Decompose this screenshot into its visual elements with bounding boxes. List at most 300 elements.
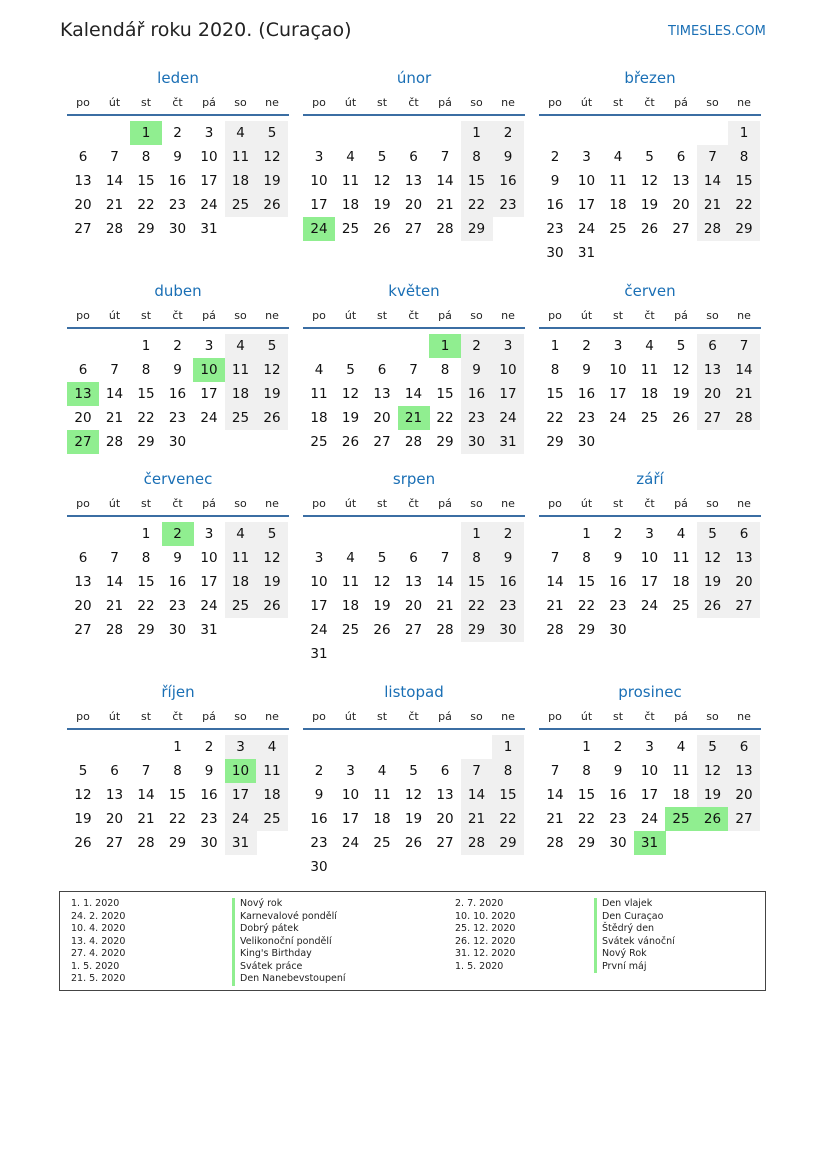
- legend-date: 1. 1. 2020: [71, 898, 120, 909]
- day-cell: 14: [105, 574, 124, 590]
- day-cell: 7: [550, 763, 560, 779]
- day-cell: 21: [105, 410, 124, 426]
- month-header-rule: [539, 114, 761, 116]
- day-cell: 19: [256, 382, 288, 406]
- day-cell: 18: [341, 598, 360, 614]
- day-cell: 2: [204, 739, 214, 755]
- day-cell: 20: [74, 410, 92, 426]
- day-cell: 28: [436, 221, 454, 237]
- day-cell: 20: [436, 811, 454, 827]
- day-cell: 7: [461, 759, 493, 783]
- day-cell: 2: [173, 125, 182, 141]
- weekday-label: út: [580, 710, 593, 723]
- page-title: Kalendář roku 2020. (Curaçao): [60, 19, 352, 41]
- month-header-rule: [67, 114, 289, 116]
- day-cell: 22: [546, 410, 564, 426]
- day-cell: 24: [225, 807, 257, 831]
- legend-dates-left: [71, 898, 125, 986]
- day-cell: 26: [341, 434, 360, 450]
- day-cell: 24: [640, 811, 659, 827]
- day-cell: 1: [141, 526, 151, 542]
- weekday-label: ne: [737, 497, 751, 510]
- weekday-label: so: [234, 309, 247, 322]
- day-cell: 21: [105, 598, 124, 614]
- month-header-rule: [303, 728, 525, 730]
- day-cell: 11: [609, 173, 627, 189]
- month-name: duben: [154, 282, 202, 300]
- month-header-rule: [67, 728, 289, 730]
- day-cell: 26: [672, 410, 690, 426]
- day-cell: 22: [137, 197, 155, 213]
- day-cell: 10: [492, 358, 524, 382]
- day-cell: 2: [550, 149, 560, 165]
- day-cell: 5: [78, 763, 88, 779]
- legend-holiday-name: Den vlajek: [594, 898, 675, 911]
- day-cell: 21: [728, 382, 760, 406]
- day-cell: 12: [256, 358, 288, 382]
- weekday-label: út: [580, 96, 593, 109]
- day-cell: 21: [697, 193, 729, 217]
- day-cell: 1: [728, 121, 760, 145]
- day-cell: 5: [409, 763, 418, 779]
- weekday-label: st: [612, 710, 624, 723]
- weekday-label: so: [706, 710, 719, 723]
- day-cell: 21: [436, 598, 454, 614]
- day-cell: 21: [546, 811, 564, 827]
- day-cell: 30: [168, 622, 187, 638]
- day-cell: 6: [110, 763, 119, 779]
- day-cell: 20: [728, 570, 760, 594]
- day-cell: 22: [168, 811, 187, 827]
- day-cell: 9: [492, 145, 524, 169]
- day-cell: 4: [346, 550, 355, 566]
- day-cell: 27: [105, 835, 124, 851]
- day-cell: 28: [436, 622, 454, 638]
- day-cell: 26: [640, 221, 659, 237]
- day-cell: 29: [461, 618, 493, 642]
- day-cell: 8: [492, 759, 524, 783]
- day-cell: 2: [613, 526, 623, 542]
- weekday-label: po: [76, 710, 90, 723]
- day-cell: 14: [436, 173, 454, 189]
- day-cell: 24: [640, 598, 659, 614]
- day-cell: 5: [256, 334, 288, 358]
- day-cell: 3: [346, 763, 355, 779]
- day-cell: 1: [130, 121, 162, 145]
- weekday-label: ne: [501, 96, 515, 109]
- month-name: únor: [396, 69, 432, 87]
- day-cell: 3: [613, 338, 623, 354]
- day-cell: 15: [137, 386, 155, 402]
- day-cell: 16: [168, 574, 187, 590]
- legend-date: 21. 5. 2020: [71, 973, 126, 984]
- day-cell: 29: [461, 217, 493, 241]
- day-cell: 15: [577, 574, 596, 590]
- legend-date: 2. 7. 2020: [455, 898, 504, 909]
- day-cell: 20: [105, 811, 124, 827]
- day-cell: 12: [404, 787, 423, 803]
- weekday-label: ne: [737, 96, 751, 109]
- day-cell: 28: [105, 434, 124, 450]
- day-cell: 13: [672, 173, 690, 189]
- day-cell: 14: [461, 783, 493, 807]
- day-cell: 25: [256, 807, 288, 831]
- day-cell: 16: [609, 787, 627, 803]
- weekday-label: st: [612, 96, 624, 109]
- day-cell: 4: [314, 362, 324, 378]
- day-cell: 22: [137, 598, 155, 614]
- month-name: srpen: [392, 470, 436, 488]
- day-cell: 15: [461, 169, 493, 193]
- day-cell: 11: [672, 763, 690, 779]
- day-cell: 3: [582, 149, 591, 165]
- day-cell: 24: [609, 410, 627, 426]
- month-header-rule: [539, 728, 761, 730]
- day-cell: 26: [697, 594, 729, 618]
- day-cell: 23: [310, 835, 328, 851]
- day-cell: 31: [492, 430, 524, 454]
- day-cell: 9: [582, 362, 591, 378]
- day-cell: 22: [461, 594, 493, 618]
- weekday-label: so: [706, 497, 719, 510]
- day-cell: 17: [200, 574, 218, 590]
- day-cell: 1: [141, 338, 151, 354]
- day-cell: 17: [577, 197, 596, 213]
- day-cell: 9: [492, 546, 524, 570]
- day-cell: 8: [461, 145, 493, 169]
- day-cell: 9: [461, 358, 493, 382]
- weekday-label: so: [470, 309, 483, 322]
- day-cell: 31: [577, 245, 596, 261]
- day-cell: 3: [225, 735, 257, 759]
- legend-names-right: [594, 898, 675, 973]
- day-cell: 27: [74, 221, 92, 237]
- weekday-label: so: [470, 96, 483, 109]
- month-header-rule: [303, 515, 525, 517]
- day-cell: 15: [728, 169, 760, 193]
- day-cell: 4: [346, 149, 355, 165]
- day-cell: 30: [310, 859, 328, 875]
- legend-date: 27. 4. 2020: [71, 948, 126, 959]
- day-cell: 2: [314, 763, 324, 779]
- day-cell: 28: [546, 835, 564, 851]
- day-cell: 19: [74, 811, 92, 827]
- weekday-label: pá: [202, 96, 216, 109]
- month-name: květen: [388, 282, 440, 300]
- weekday-label: út: [580, 309, 593, 322]
- day-cell: 4: [645, 338, 654, 354]
- day-cell: 19: [640, 197, 659, 213]
- day-cell: 21: [105, 197, 124, 213]
- day-cell: 31: [310, 646, 328, 662]
- weekday-label: st: [376, 96, 388, 109]
- day-cell: 10: [609, 362, 627, 378]
- weekday-label: po: [312, 710, 326, 723]
- day-cell: 7: [409, 362, 418, 378]
- legend-holiday-name: První máj: [594, 961, 675, 974]
- day-cell: 11: [225, 145, 257, 169]
- day-cell: 5: [377, 149, 387, 165]
- day-cell: 18: [225, 570, 257, 594]
- weekday-label: út: [344, 96, 357, 109]
- day-cell: 12: [373, 574, 391, 590]
- day-cell: 29: [436, 434, 454, 450]
- day-cell: 20: [697, 382, 729, 406]
- day-cell: 3: [314, 550, 324, 566]
- day-cell: 7: [110, 149, 119, 165]
- weekday-label: so: [706, 96, 719, 109]
- day-cell: 6: [78, 149, 88, 165]
- day-cell: 23: [461, 406, 493, 430]
- day-cell: 25: [225, 193, 257, 217]
- day-cell: 28: [728, 406, 760, 430]
- legend-date: 1. 5. 2020: [455, 960, 504, 972]
- day-cell: 7: [697, 145, 729, 169]
- day-cell: 2: [173, 338, 182, 354]
- brand-link[interactable]: TIMESLES.COM: [668, 24, 766, 39]
- day-cell: 14: [404, 386, 423, 402]
- weekday-label: st: [612, 497, 624, 510]
- day-cell: 18: [225, 169, 257, 193]
- day-cell: 25: [665, 807, 697, 831]
- day-cell: 6: [697, 334, 729, 358]
- day-cell: 14: [728, 358, 760, 382]
- day-cell: 31: [200, 622, 218, 638]
- day-cell: 21: [398, 406, 430, 430]
- weekday-label: po: [548, 96, 562, 109]
- weekday-label: ne: [737, 710, 751, 723]
- day-cell: 11: [225, 358, 257, 382]
- day-cell: 26: [404, 835, 423, 851]
- day-cell: 15: [137, 574, 155, 590]
- day-cell: 6: [728, 522, 760, 546]
- day-cell: 5: [256, 121, 288, 145]
- weekday-label: po: [312, 497, 326, 510]
- day-cell: 6: [78, 550, 88, 566]
- day-cell: 8: [550, 362, 560, 378]
- weekday-label: út: [344, 497, 357, 510]
- day-cell: 19: [256, 169, 288, 193]
- weekday-label: čt: [644, 96, 655, 109]
- day-cell: 16: [492, 570, 524, 594]
- legend-holiday-name: Štědrý den: [594, 923, 675, 936]
- month-name: září: [636, 470, 664, 488]
- day-cell: 1: [429, 334, 461, 358]
- month-header-rule: [303, 327, 525, 329]
- weekday-label: čt: [172, 96, 183, 109]
- day-cell: 18: [310, 410, 328, 426]
- day-cell: 1: [492, 735, 524, 759]
- weekday-label: čt: [172, 497, 183, 510]
- day-cell: 12: [74, 787, 92, 803]
- day-cell: 9: [204, 763, 214, 779]
- day-cell: 2: [461, 334, 493, 358]
- day-cell: 23: [609, 598, 627, 614]
- day-cell: 8: [461, 546, 493, 570]
- month-header-rule: [539, 327, 761, 329]
- day-cell: 24: [200, 197, 218, 213]
- day-cell: 18: [640, 386, 659, 402]
- day-cell: 18: [609, 197, 627, 213]
- weekday-label: ne: [501, 497, 515, 510]
- day-cell: 31: [225, 831, 257, 855]
- day-cell: 8: [728, 145, 760, 169]
- day-cell: 15: [168, 787, 187, 803]
- day-cell: 10: [640, 763, 659, 779]
- day-cell: 8: [440, 362, 450, 378]
- day-cell: 11: [341, 574, 360, 590]
- day-cell: 22: [492, 807, 524, 831]
- day-cell: 27: [728, 807, 760, 831]
- day-cell: 19: [697, 570, 729, 594]
- day-cell: 27: [404, 622, 423, 638]
- day-cell: 24: [200, 598, 218, 614]
- weekday-label: po: [312, 96, 326, 109]
- day-cell: 27: [672, 221, 690, 237]
- month-name: červenec: [143, 470, 213, 488]
- day-cell: 29: [577, 622, 596, 638]
- day-cell: 7: [440, 149, 450, 165]
- day-cell: 3: [645, 526, 654, 542]
- day-cell: 2: [613, 739, 623, 755]
- day-cell: 23: [168, 197, 187, 213]
- day-cell: 22: [461, 193, 493, 217]
- day-cell: 12: [697, 759, 729, 783]
- day-cell: 27: [404, 221, 423, 237]
- day-cell: 8: [141, 362, 151, 378]
- weekday-label: st: [376, 309, 388, 322]
- day-cell: 13: [728, 759, 760, 783]
- day-cell: 24: [200, 410, 218, 426]
- day-cell: 14: [105, 173, 124, 189]
- month-name: březen: [624, 69, 676, 87]
- day-cell: 30: [546, 245, 564, 261]
- month-name: prosinec: [618, 683, 682, 701]
- weekday-label: po: [312, 309, 326, 322]
- day-cell: 29: [728, 217, 760, 241]
- weekday-label: st: [376, 497, 388, 510]
- day-cell: 4: [225, 522, 257, 546]
- day-cell: 20: [373, 410, 391, 426]
- day-cell: 25: [373, 835, 391, 851]
- weekday-label: st: [140, 710, 152, 723]
- weekday-label: so: [470, 497, 483, 510]
- day-cell: 16: [546, 197, 564, 213]
- weekday-label: so: [706, 309, 719, 322]
- day-cell: 22: [137, 410, 155, 426]
- day-cell: 16: [200, 787, 218, 803]
- day-cell: 20: [672, 197, 690, 213]
- day-cell: 20: [74, 598, 92, 614]
- day-cell: 7: [728, 334, 760, 358]
- day-cell: 16: [168, 386, 187, 402]
- weekday-label: pá: [202, 497, 216, 510]
- weekday-label: pá: [438, 497, 452, 510]
- weekday-label: po: [548, 497, 562, 510]
- day-cell: 17: [341, 811, 360, 827]
- day-cell: 13: [728, 546, 760, 570]
- day-cell: 25: [341, 622, 360, 638]
- day-cell: 7: [440, 550, 450, 566]
- day-cell: 28: [546, 622, 564, 638]
- day-cell: 30: [577, 434, 596, 450]
- weekday-label: so: [470, 710, 483, 723]
- day-cell: 7: [110, 362, 119, 378]
- weekday-label: st: [140, 497, 152, 510]
- legend-holiday-name: Den Curaçao: [594, 911, 675, 924]
- day-cell: 28: [105, 622, 124, 638]
- weekday-label: út: [344, 710, 357, 723]
- day-cell: 23: [200, 811, 218, 827]
- day-cell: 30: [168, 221, 187, 237]
- day-cell: 29: [577, 835, 596, 851]
- weekday-label: pá: [674, 96, 688, 109]
- day-cell: 1: [461, 121, 493, 145]
- day-cell: 7: [550, 550, 560, 566]
- day-cell: 9: [173, 362, 182, 378]
- legend-date: 31. 12. 2020: [455, 948, 516, 959]
- legend-date: 13. 4. 2020: [71, 935, 126, 947]
- legend-date: 25. 12. 2020: [455, 923, 516, 934]
- weekday-label: čt: [408, 710, 419, 723]
- day-cell: 11: [225, 546, 257, 570]
- day-cell: 11: [310, 386, 328, 402]
- weekday-label: čt: [644, 710, 655, 723]
- day-cell: 13: [404, 173, 423, 189]
- day-cell: 19: [404, 811, 423, 827]
- day-cell: 27: [436, 835, 454, 851]
- day-cell: 5: [346, 362, 355, 378]
- day-cell: 17: [310, 197, 328, 213]
- weekday-label: út: [108, 309, 121, 322]
- day-cell: 27: [728, 594, 760, 618]
- weekday-label: po: [76, 497, 90, 510]
- day-cell: 28: [697, 217, 729, 241]
- day-cell: 10: [225, 759, 257, 783]
- day-cell: 11: [640, 362, 659, 378]
- day-cell: 9: [550, 173, 560, 189]
- day-cell: 23: [609, 811, 627, 827]
- day-cell: 12: [672, 362, 690, 378]
- day-cell: 26: [74, 835, 92, 851]
- day-cell: 31: [200, 221, 218, 237]
- day-cell: 23: [168, 598, 187, 614]
- day-cell: 25: [225, 406, 257, 430]
- day-cell: 13: [373, 386, 391, 402]
- day-cell: 9: [613, 550, 623, 566]
- day-cell: 25: [225, 594, 257, 618]
- day-cell: 11: [672, 550, 690, 566]
- day-cell: 13: [436, 787, 454, 803]
- day-cell: 3: [492, 334, 524, 358]
- legend-holiday-name: Nový rok: [232, 898, 346, 911]
- day-cell: 26: [697, 807, 729, 831]
- legend-date: 10. 4. 2020: [71, 923, 126, 934]
- day-cell: 1: [461, 522, 493, 546]
- day-cell: 23: [546, 221, 564, 237]
- day-cell: 2: [582, 338, 591, 354]
- day-cell: 22: [577, 598, 596, 614]
- day-cell: 19: [256, 570, 288, 594]
- weekday-label: pá: [202, 710, 216, 723]
- legend-date: 1. 5. 2020: [71, 960, 120, 972]
- day-cell: 14: [546, 574, 564, 590]
- weekday-label: st: [140, 309, 152, 322]
- day-cell: 10: [193, 358, 225, 382]
- day-cell: 16: [310, 811, 328, 827]
- day-cell: 4: [676, 526, 686, 542]
- weekday-label: čt: [644, 497, 655, 510]
